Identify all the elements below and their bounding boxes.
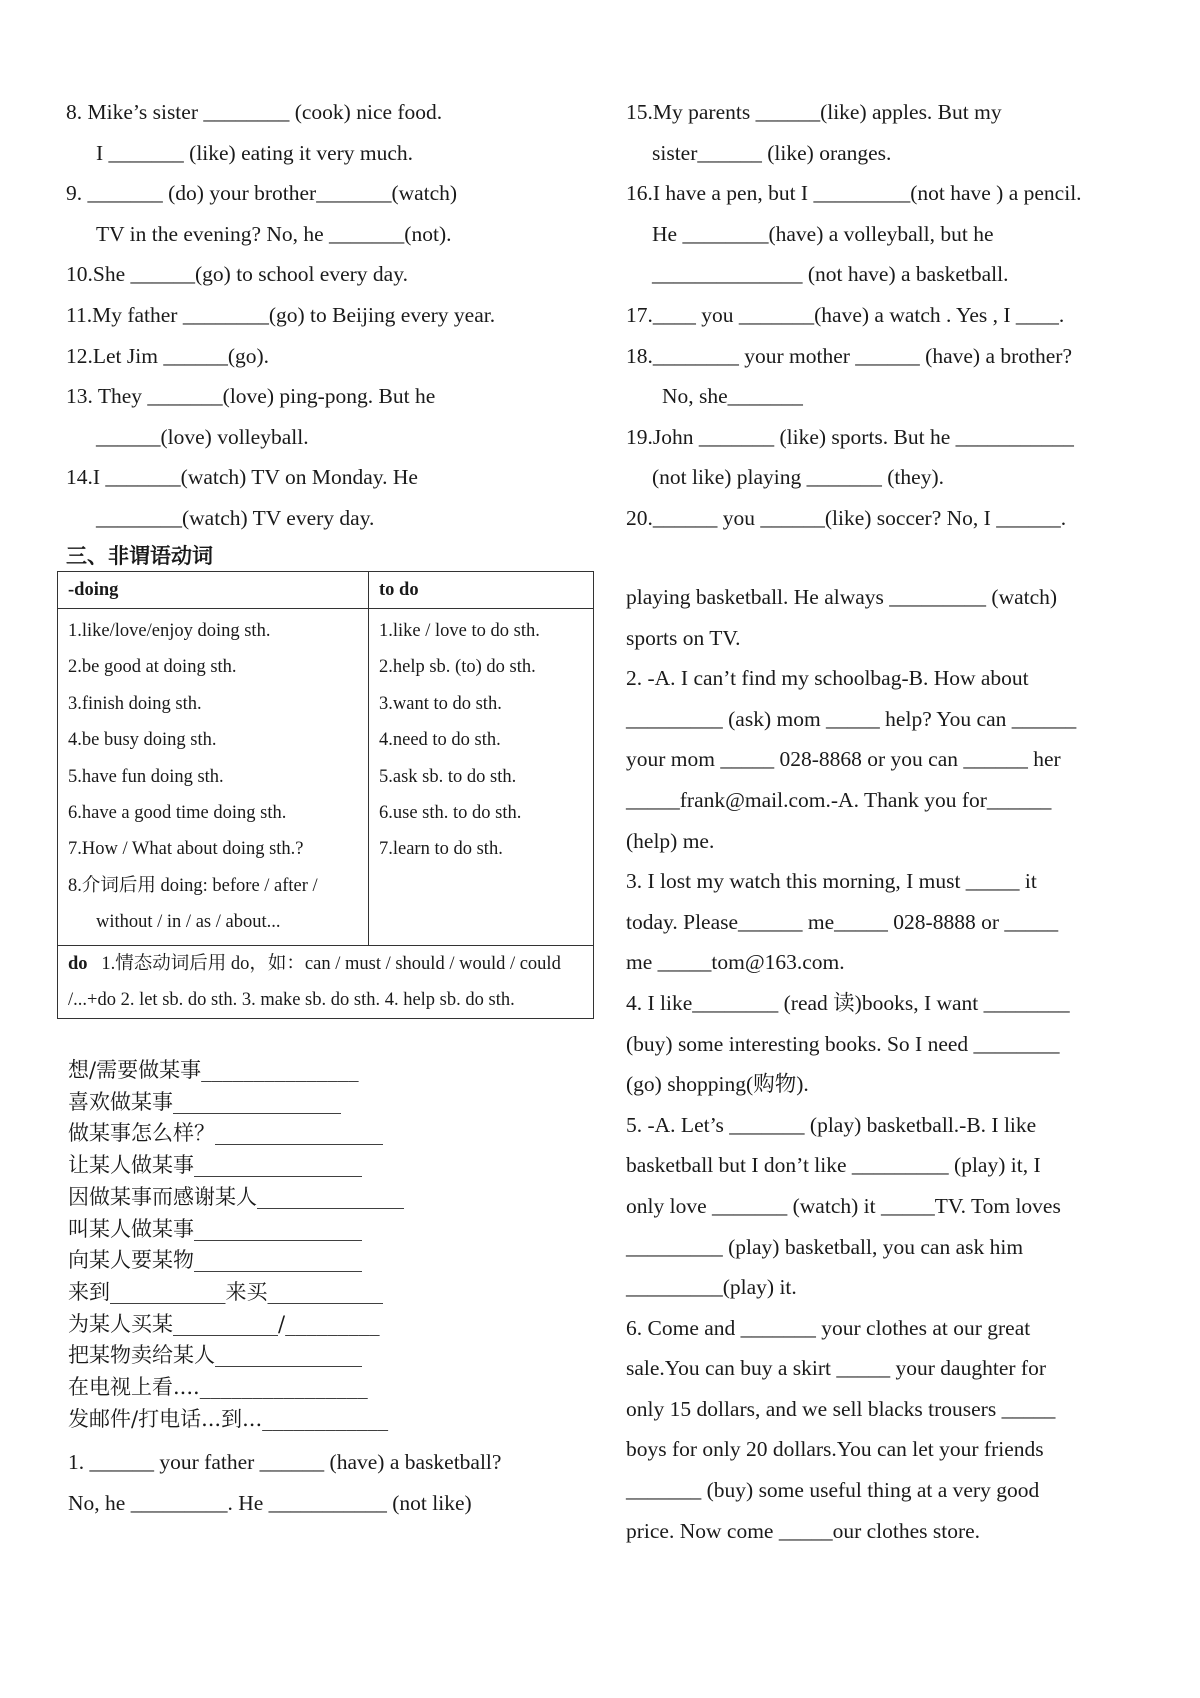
rule-item: 4.be busy doing sth. [68, 730, 217, 751]
table-header-doing: -doing [58, 572, 369, 609]
exercise-line: sister______ (like) oranges. [652, 140, 892, 165]
grammar-rules-table [57, 571, 594, 1019]
passage-line: 3. I lost my watch this morning, I must _____ it [626, 869, 1037, 894]
rule-item: 5.have fun doing sth. [68, 766, 224, 787]
passage-line: price. Now come _____our clothes store. [626, 1518, 981, 1543]
exercise-line: 11.My father ________(go) to Beijing every year. [66, 302, 496, 327]
exercise-line: ______(love) volleyball. [96, 424, 309, 449]
exercise-line: 12.Let Jim ______(go). [66, 343, 270, 368]
passage-line: playing basketball. He always _________ (watch) [626, 585, 1058, 609]
phrase-line: 叫某人做某事________________ [68, 1216, 362, 1241]
rule-item: 1.like/love/enjoy doing sth. [68, 621, 271, 641]
rule-item: without / in / as / about... [96, 912, 281, 933]
passage-line: today. Please______ me_____ 028-8888 or _____ [626, 909, 1059, 934]
passage-line: only 15 dollars, and we sell blacks trousers _____ [626, 1396, 1056, 1421]
exercise-line: 10.She ______(go) to school every day. [66, 262, 408, 287]
passage-line: sale.You can buy a skirt _____ your daughter for [626, 1356, 1046, 1381]
rule-item: 2.help sb. (to) do sth. [379, 657, 536, 678]
phrase-line: 想/需要做某事_______________ [68, 1058, 359, 1082]
passage-line: _________(play) it. [626, 1275, 797, 1300]
phrase-line: 来到___________来买___________ [68, 1279, 383, 1304]
exercise-line: He ________(have) a volleyball, but he [652, 221, 994, 246]
passage-line: (help) me. [626, 828, 715, 853]
exercise-line: 13. They _______(love) ping-pong. But he [66, 384, 436, 409]
chinese-phrase-list [68, 1055, 404, 1435]
passage-line: _______ (buy) some useful thing at a very good [626, 1478, 1040, 1503]
right-bottom-passages [626, 577, 1146, 1551]
right-column [626, 92, 1146, 539]
to-do-rules-cell [369, 609, 594, 946]
rule-item: 3.finish doing sth. [68, 693, 202, 714]
do-note: 1.情态动词后用 do，如：can / must / should / would / could /...+do 2. let sb. do sth. 3. make sb. do sth. 4. help sb. do sth. [68, 953, 561, 1010]
passage-line: 6. Come and _______ your clothes at our great [626, 1315, 1031, 1340]
phrase-line: 发邮件/打电话...到...____________ [68, 1406, 389, 1431]
exercise-line: ______________ (not have) a basketball. [652, 262, 1009, 287]
passage-line: 5. -A. Let’s _______ (play) basketball.-B. I like [626, 1112, 1037, 1137]
section-heading: 三、非谓语动词 [66, 543, 213, 568]
passage-line: your mom _____ 028-8868 or you can ______ her [626, 747, 1061, 772]
phrase-line: 因做某事而感谢某人______________ [68, 1184, 404, 1209]
rule-item: 6.use sth. to do sth. [379, 803, 522, 824]
left-bottom-questions [68, 1442, 501, 1523]
phrase-line: 把某物卖给某人______________ [68, 1343, 362, 1368]
phrase-line: 让某人做某事________________ [68, 1153, 362, 1178]
exercise-line: 14.I _______(watch) TV on Monday. He [66, 465, 418, 490]
exercise-line: 17.____ you _______(have) a watch . Yes , I ____. [626, 302, 1065, 327]
rule-item: 8.介词后用 doing: before / after / [68, 875, 318, 896]
passage-line: boys for only 20 dollars.You can let your friends [626, 1437, 1044, 1462]
exercise-line: TV in the evening? No, he _______(not). [96, 221, 452, 246]
exercise-line: 19.John _______ (like) sports. But he ___________ [626, 424, 1074, 449]
exercise-line: 18.________ your mother ______ (have) a brother? [626, 343, 1073, 368]
phrase-line: 为某人买某__________/_________ [68, 1311, 380, 1336]
phrase-line: 喜欢做某事________________ [68, 1089, 341, 1114]
passage-line: sports on TV. [626, 625, 741, 650]
doing-rules-cell [58, 609, 369, 946]
phrase-line: 向某人要某物________________ [68, 1248, 362, 1273]
table-header-to-do: to do [369, 572, 594, 609]
exercise-line: I _______ (like) eating it very much. [96, 140, 414, 165]
do-rules-cell [58, 945, 594, 1018]
passage-line: 4. I like________ (read 读)books, I want ________ [626, 990, 1070, 1015]
passage-line: 2. -A. I can’t find my schoolbag-B. How about [626, 666, 1029, 691]
rule-item: 1.like / love to do sth. [379, 621, 540, 641]
phrase-line: 做某事怎么样？________________ [68, 1121, 383, 1146]
passage-line: _________ (play) basketball, you can ask him [626, 1234, 1024, 1259]
rule-item: 4.need to do sth. [379, 730, 501, 751]
exercise-line: 1. ______ your father ______ (have) a basketball? [68, 1450, 502, 1474]
rule-item: 6.have a good time doing sth. [68, 803, 287, 824]
passage-line: _____frank@mail.com.-A. Thank you for______ [626, 787, 1052, 812]
passage-line: basketball but I don’t like _________ (play) it, I [626, 1153, 1041, 1178]
exercise-line: ________(watch) TV every day. [96, 505, 375, 530]
left-column [66, 92, 598, 571]
rule-item: 2.be good at doing sth. [68, 657, 237, 678]
exercise-line: No, she_______ [662, 384, 803, 409]
exercise-line: 20.______ you ______(like) soccer? No, I ______. [626, 505, 1067, 530]
exercise-line: 9. _______ (do) your brother_______(watch) [66, 181, 458, 206]
passage-line: (go) shopping(购物). [626, 1072, 809, 1097]
passage-line: (buy) some interesting books. So I need ________ [626, 1031, 1060, 1056]
exercise-line: 16.I have a pen, but I _________(not have ) a pencil. [626, 181, 1082, 206]
passage-line: me _____tom@163.com. [626, 950, 845, 975]
rule-item: 5.ask sb. to do sth. [379, 766, 517, 787]
exercise-line: (not like) playing _______ (they). [652, 465, 944, 490]
rule-item: 7.learn to do sth. [379, 839, 503, 860]
phrase-line: 在电视上看....________________ [68, 1375, 368, 1400]
exercise-line: 15.My parents ______(like) apples. But my [626, 100, 1002, 124]
rule-item: 7.How / What about doing sth.? [68, 839, 304, 860]
exercise-line: No, he _________. He ___________ (not like) [68, 1490, 472, 1515]
do-label: do [68, 953, 88, 974]
rule-item: 3.want to do sth. [379, 693, 502, 714]
passage-line: only love _______ (watch) it _____TV. Tom loves [626, 1193, 1061, 1218]
passage-line: _________ (ask) mom _____ help? You can ______ [626, 706, 1077, 731]
exercise-line: 8. Mike’s sister ________ (cook) nice food. [66, 100, 443, 124]
